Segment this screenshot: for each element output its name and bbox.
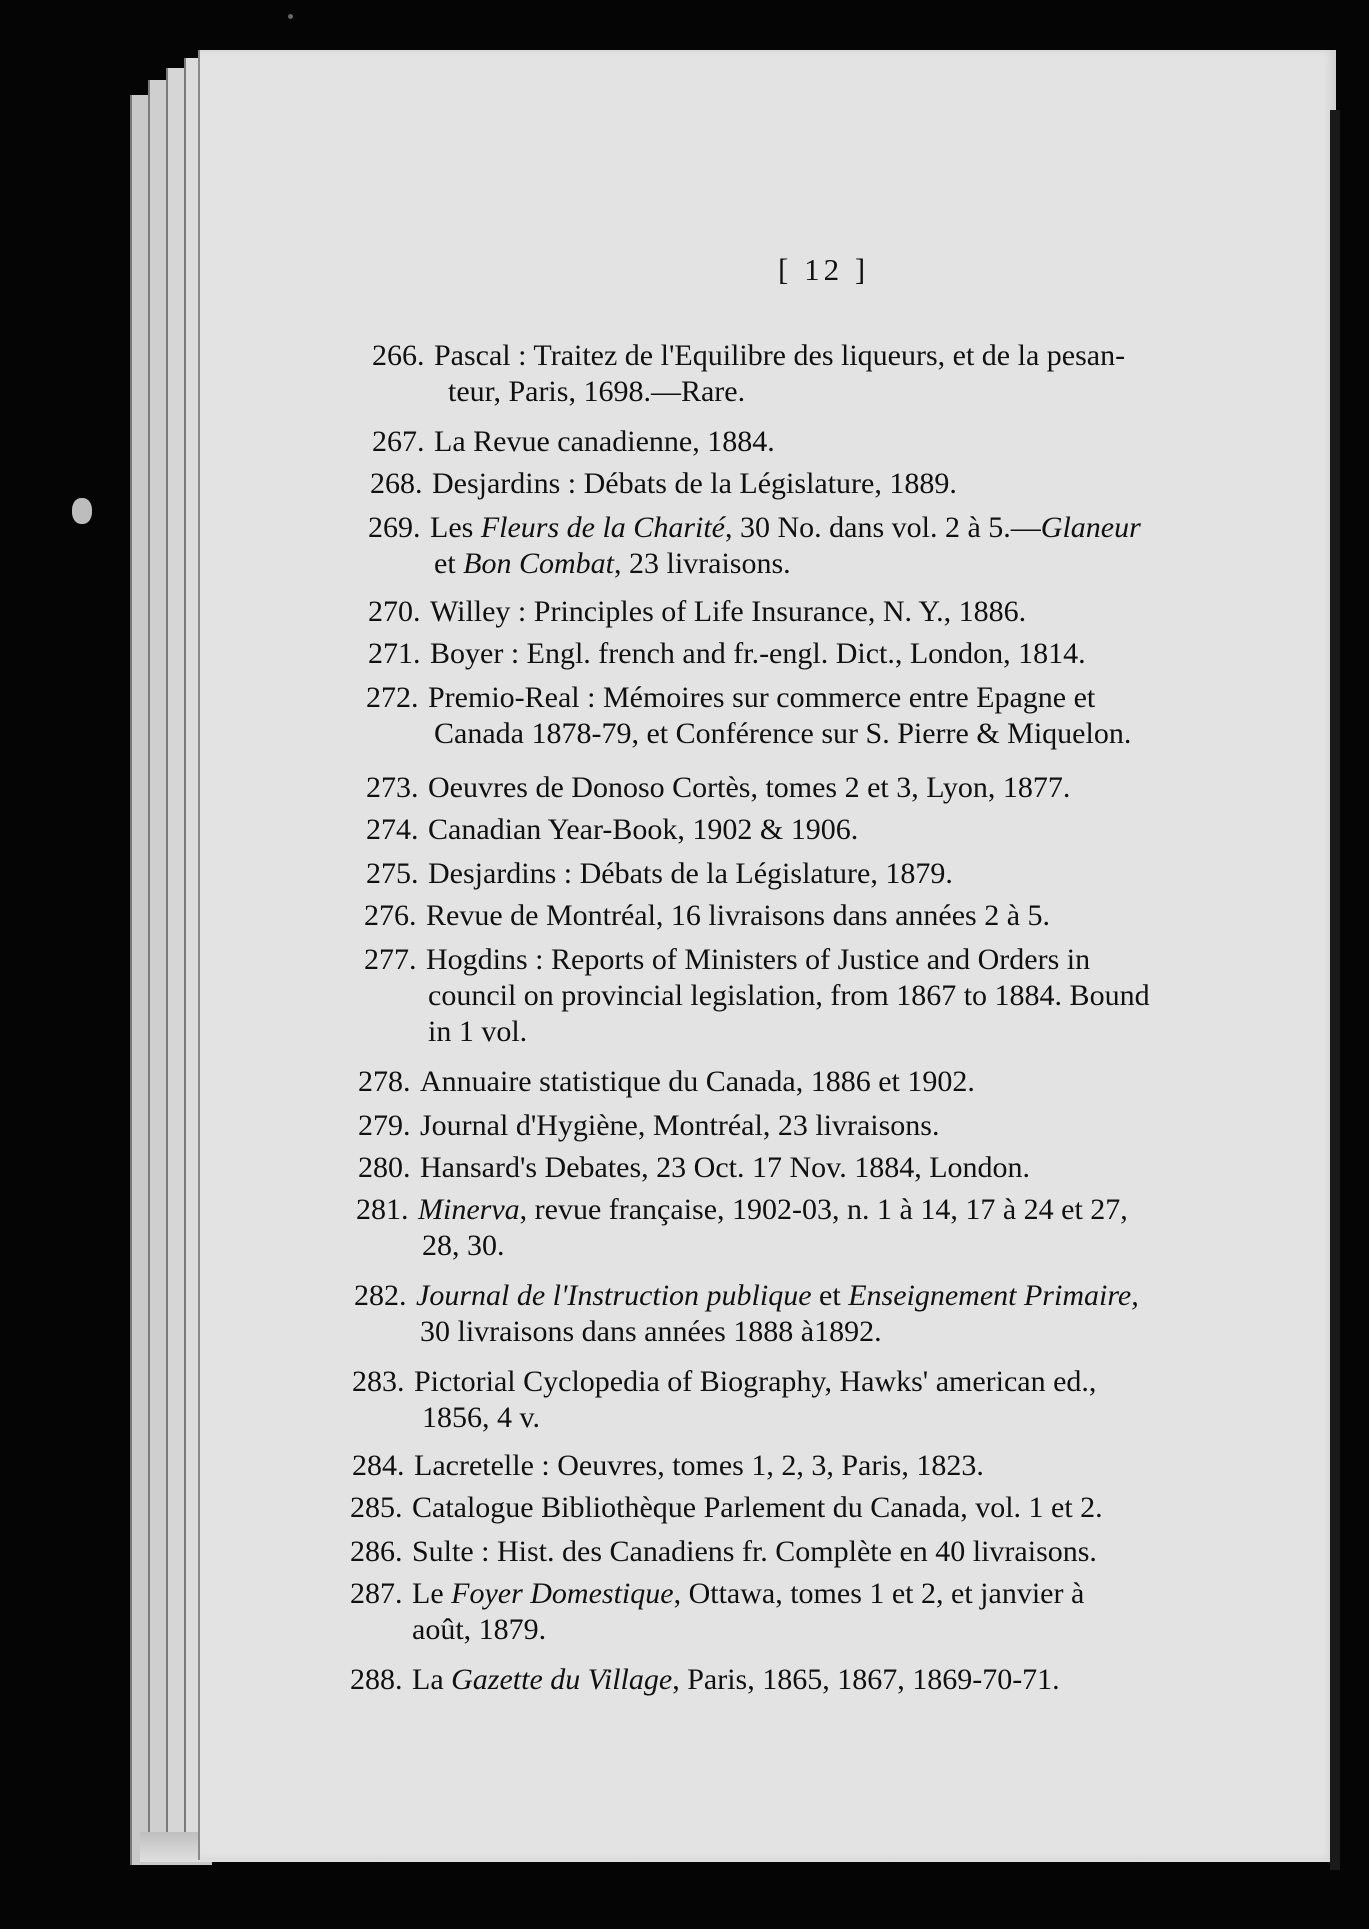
catalogue-entry	[354, 1278, 1139, 1350]
entry-number: 275.	[366, 857, 419, 890]
catalogue-entry	[366, 856, 953, 892]
entry-number: 277.	[364, 943, 417, 976]
entry-text: Les	[430, 511, 481, 544]
entry-text: Desjardins : Débats de la Législature, 1879.	[428, 857, 953, 890]
entry-text: La	[412, 1663, 452, 1696]
catalogue-entry	[366, 812, 858, 848]
entry-text: Le	[412, 1577, 452, 1610]
gutter-shadow	[1330, 110, 1340, 1870]
entry-number: 267.	[372, 425, 425, 458]
entry-text: , Ottawa, tomes 1 et 2, et janvier à	[673, 1577, 1085, 1610]
entry-text: Desjardins : Débats de la Législature, 1889.	[432, 467, 957, 500]
entry-continuation: Canada 1878-79, et Conférence sur S. Pierre & Miquelon.	[434, 717, 1132, 750]
entry-number: 282.	[354, 1279, 407, 1312]
entry-number: 283.	[352, 1365, 405, 1398]
entry-number: 268.	[370, 467, 423, 500]
entry-number: 287.	[350, 1577, 403, 1610]
entry-continuation: août, 1879.	[412, 1613, 547, 1646]
entry-text: Hansard's Debates, 23 Oct. 17 Nov. 1884, London.	[420, 1151, 1031, 1184]
entry-text: Annuaire statistique du Canada, 1886 et 1902.	[420, 1065, 975, 1098]
entry-number: 273.	[366, 771, 419, 804]
entry-text: Pascal : Traitez de l'Equilibre des liqueurs, et de la pesan-	[434, 339, 1126, 372]
entry-title: Journal de l'Instruction publique	[416, 1279, 812, 1312]
entry-number: 274.	[366, 813, 419, 846]
entry-text: et	[434, 547, 464, 580]
catalogue-entry	[358, 1150, 1030, 1186]
catalogue-entry	[364, 898, 1050, 934]
catalogue-entry	[356, 1192, 1128, 1264]
entry-number: 285.	[350, 1491, 403, 1524]
entry-number: 281.	[356, 1193, 409, 1226]
entry-text: , 23 livraisons.	[614, 547, 791, 580]
entry-number: 278.	[358, 1065, 411, 1098]
entry-text: , 30 No. dans vol. 2 à 5.—	[724, 511, 1041, 544]
speck	[288, 14, 293, 19]
entry-text: et	[811, 1279, 849, 1312]
entry-text: Hogdins : Reports of Ministers of Justice and Orders in	[426, 943, 1091, 976]
entry-continuation: 30 livraisons dans années 1888 à1892.	[420, 1315, 882, 1348]
entry-number: 284.	[352, 1449, 405, 1482]
catalogue-entry	[358, 1108, 939, 1144]
catalogue-entry	[370, 466, 957, 502]
entry-continuation: 28, 30.	[422, 1229, 505, 1262]
catalogue-entry	[366, 680, 1131, 752]
catalogue-entry	[372, 424, 775, 460]
entry-title: Gazette du Village	[451, 1663, 673, 1696]
entry-text: Canadian Year-Book, 1902 & 1906.	[428, 813, 859, 846]
entry-text: Boyer : Engl. french and fr.-engl. Dict., London, 1814.	[430, 637, 1086, 670]
entry-text: Catalogue Bibliothèque Parlement du Canada, vol. 1 et 2.	[412, 1491, 1103, 1524]
binding-mark	[72, 498, 92, 524]
entry-text: Pictorial Cyclopedia of Biography, Hawks' american ed.,	[414, 1365, 1097, 1398]
catalogue-entry	[358, 1064, 975, 1100]
entry-text: Willey : Principles of Life Insurance, N. Y., 1886.	[430, 595, 1027, 628]
entry-continuation: teur, Paris, 1698.—Rare.	[448, 375, 746, 408]
entry-title: Glaneur	[1040, 511, 1141, 544]
entry-text: , revue française, 1902-03, n. 1 à 14, 17 à 24 et 27,	[519, 1193, 1128, 1226]
catalogue-entry	[364, 942, 1150, 1050]
entry-number: 286.	[350, 1535, 403, 1568]
entry-number: 271.	[368, 637, 421, 670]
entry-number: 269.	[368, 511, 421, 544]
entry-text: Journal d'Hygiène, Montréal, 23 livraisons.	[420, 1109, 940, 1142]
entry-number: 288.	[350, 1663, 403, 1696]
catalogue-entry	[368, 594, 1026, 630]
entry-number: 276.	[364, 899, 417, 932]
catalogue-entry	[350, 1576, 1084, 1648]
catalogue-entry	[352, 1364, 1096, 1436]
entry-title: Foyer Domestique	[451, 1577, 674, 1610]
entry-number: 270.	[368, 595, 421, 628]
entry-text: , Paris, 1865, 1867, 1869-70-71.	[672, 1663, 1060, 1696]
entry-title: Fleurs de la Charité	[480, 511, 725, 544]
catalogue-entry	[350, 1490, 1103, 1526]
entry-title: Minerva	[418, 1193, 520, 1226]
catalogue-entry	[350, 1662, 1060, 1698]
catalogue-entry	[366, 770, 1070, 806]
entry-text: Oeuvres de Donoso Cortès, tomes 2 et 3, Lyon, 1877.	[428, 771, 1071, 804]
catalogue-entry	[368, 510, 1141, 582]
entry-continuation: in 1 vol.	[428, 1015, 528, 1048]
entry-text: Sulte : Hist. des Canadiens fr. Complète en 40 livraisons.	[412, 1535, 1097, 1568]
entry-number: 279.	[358, 1109, 411, 1142]
entry-title: Enseignement Primaire,	[848, 1279, 1139, 1312]
catalogue-entry	[352, 1448, 984, 1484]
entry-text: Premio-Real : Mémoires sur commerce entre Epagne et	[428, 681, 1096, 714]
entry-continuation: council on provincial legislation, from 1867 to 1884. Bound	[428, 979, 1150, 1012]
entry-number: 272.	[366, 681, 419, 714]
catalogue-entry	[350, 1534, 1097, 1570]
entry-title: Bon Combat	[463, 547, 614, 580]
entry-continuation: 1856, 4 v.	[422, 1401, 541, 1434]
entry-number: 266.	[372, 339, 425, 372]
entry-text: Lacretelle : Oeuvres, tomes 1, 2, 3, Paris, 1823.	[414, 1449, 984, 1482]
page-number: [ 12 ]	[778, 252, 870, 287]
entry-text: La Revue canadienne, 1884.	[434, 425, 775, 458]
entry-text: Revue de Montréal, 16 livraisons dans années 2 à 5.	[426, 899, 1051, 932]
catalogue-entry	[372, 338, 1125, 410]
catalogue-entry	[368, 636, 1086, 672]
entry-number: 280.	[358, 1151, 411, 1184]
